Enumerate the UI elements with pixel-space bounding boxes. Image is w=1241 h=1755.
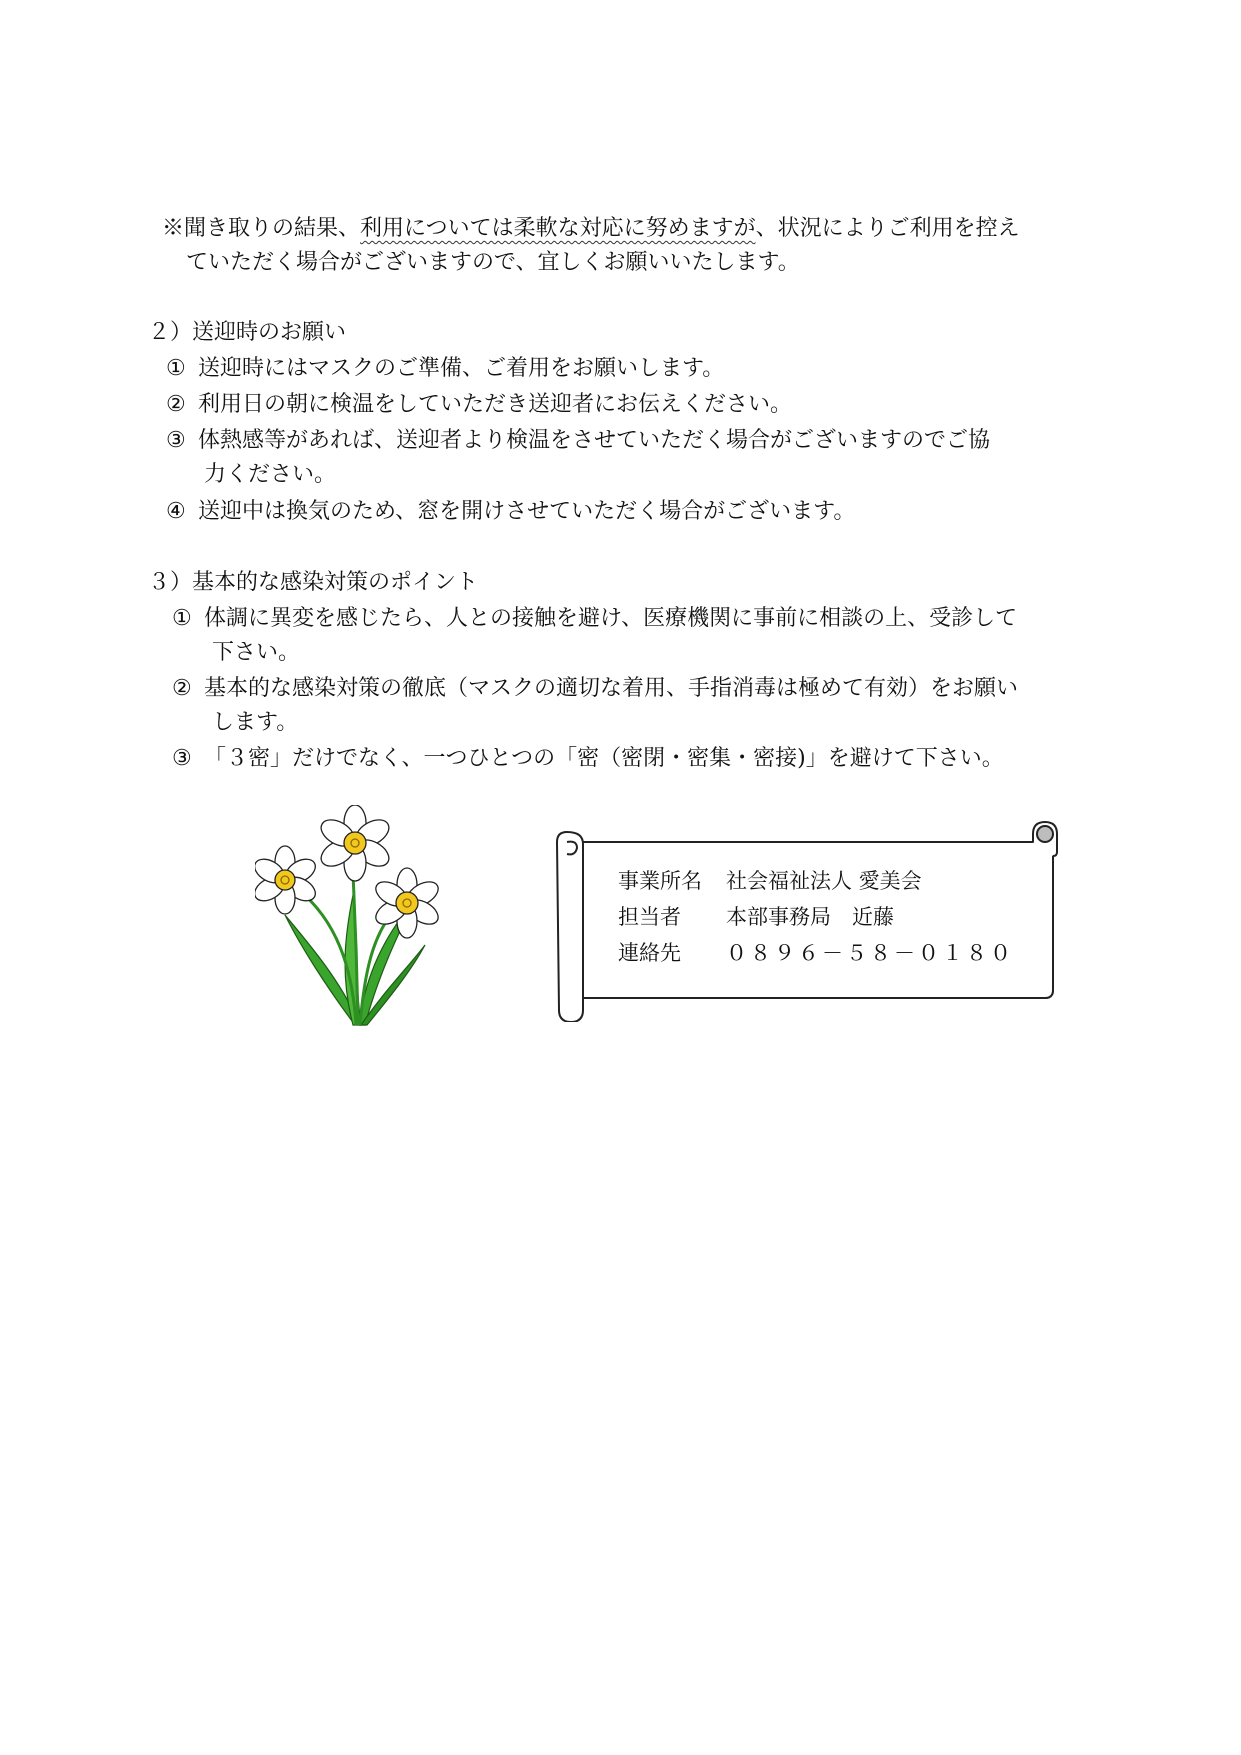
item-text: 利用日の朝に検温をしていただき送迎者にお伝えください。 <box>198 392 793 417</box>
note-line-2: ていただく場合がございますので、宜しくお願いいたします。 <box>186 250 800 275</box>
section3-item-1-cont: 下さい。 <box>212 640 301 665</box>
section2-heading: ２）送迎時のお願い <box>148 320 347 345</box>
item-number: ② <box>166 392 186 417</box>
item-text: 送迎時にはマスクのご準備、ご着用をお願いします。 <box>198 356 725 381</box>
item-text: 体調に異変を感じたら、人との接触を避け、医療機関に事前に相談の上、受診して <box>204 606 1018 631</box>
item-number: ③ <box>166 428 186 453</box>
contact-phone-row <box>618 940 1014 966</box>
note-line-1 <box>162 216 1020 242</box>
scroll-top-curl <box>1037 826 1053 842</box>
contact-office-row <box>618 868 922 894</box>
note-emphasis: 利用については柔軟な対応に努めますが <box>360 216 756 241</box>
item-number: ③ <box>172 746 192 771</box>
item-text: 体熱感等があれば、送迎者より検温をさせていただく場合がございますのでご協 <box>198 428 991 453</box>
contact-person-row <box>618 904 894 930</box>
daffodil-illustration <box>255 805 455 1030</box>
contact-office-label: 事業所名 <box>618 869 702 893</box>
section3-item-3 <box>172 746 1004 772</box>
item-number: ② <box>172 676 192 701</box>
contact-person-value: 本部事務局 近藤 <box>726 905 894 929</box>
contact-person-label: 担当者 <box>618 905 681 929</box>
section2-item-1 <box>166 356 724 382</box>
item-number: ① <box>166 356 186 381</box>
contact-phone-value: ０８９６－５８－０１８０ <box>726 941 1014 965</box>
item-number: ① <box>172 606 192 631</box>
section2-item-3 <box>166 428 990 454</box>
section2-item-4 <box>166 499 855 525</box>
item-number: ④ <box>166 499 186 524</box>
section2-item-3-cont: 力ください。 <box>204 462 337 487</box>
section2-item-2 <box>166 392 792 418</box>
section3-item-1 <box>172 606 1017 632</box>
note-suffix: 、状況によりご利用を控え <box>755 216 1020 241</box>
flower-top <box>317 805 394 881</box>
section3-item-2-cont: します。 <box>212 710 299 735</box>
note-prefix: ※聞き取りの結果、 <box>162 216 361 241</box>
section3-item-2 <box>172 676 1018 702</box>
item-text: 基本的な感染対策の徹底（マスクの適切な着用、手指消毒は極めて有効）をお願い <box>204 676 1019 701</box>
contact-office-value: 社会福祉法人 愛美会 <box>726 869 922 893</box>
section3-heading: ３）基本的な感染対策のポイント <box>148 570 479 595</box>
item-text: 送迎中は換気のため、窓を開けさせていただく場合がございます。 <box>198 499 856 524</box>
scroll-left-roll <box>557 832 583 1022</box>
contact-phone-label: 連絡先 <box>618 941 681 965</box>
item-text: 「３密」だけでなく、一つひとつの「密（密閉・密集・密接)」を避けて下さい。 <box>204 746 1004 771</box>
flower-left <box>255 846 319 914</box>
